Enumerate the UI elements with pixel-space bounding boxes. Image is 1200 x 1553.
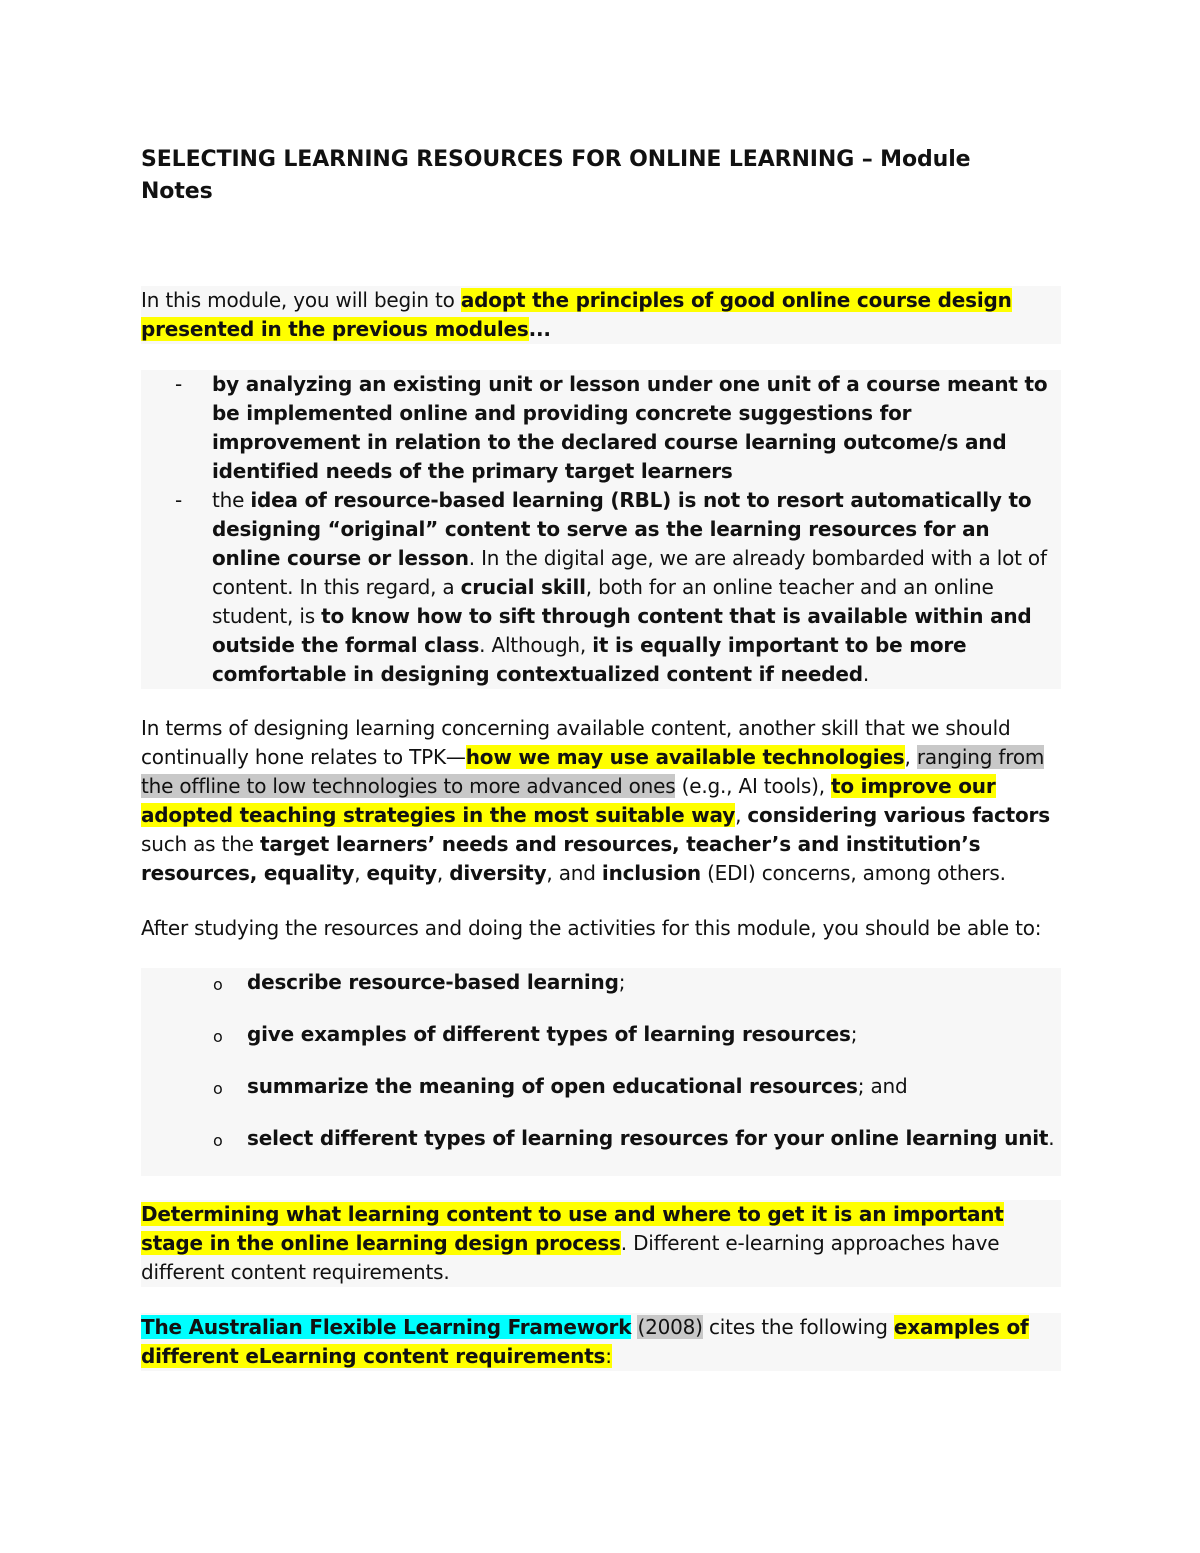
- bullet-bold-text: crucial skill: [460, 575, 586, 599]
- tpk-text: ,: [904, 745, 917, 769]
- tpk-text: such as the: [141, 832, 260, 856]
- objective-item: [141, 1124, 1061, 1176]
- tpk-text: In terms of designing learning concerning available content, another skill that we should continually hone relates to TPK—: [141, 716, 1011, 769]
- bullet-dash: -: [175, 488, 183, 512]
- tpk-bold-text: inclusion: [601, 861, 701, 885]
- intro-ellipsis: ...: [528, 317, 551, 341]
- intro-paragraph: [141, 286, 1061, 344]
- intro-highlight: adopt the principles of good online course design presented in the previous modules: [141, 288, 1012, 341]
- objective-text: ; and: [857, 1074, 908, 1098]
- bullet-bold-text: it is equally important to be more comfortable in designing contextualized content if needed: [212, 633, 967, 686]
- objective-bold-text: summarize the meaning of open educational resources: [247, 1074, 858, 1098]
- bullet-bold-text: idea of resource-based learning (RBL) is not to resort automatically to designing “original” content to serve as the learning resources for an online course or lesson: [212, 488, 1032, 570]
- page-title: SELECTING LEARNING RESOURCES FOR ONLINE LEARNING – Module Notes: [141, 147, 971, 204]
- intro-text: In this module, you will begin to: [141, 288, 461, 312]
- tpk-text: (EDI) concerns, among others.: [700, 861, 1006, 885]
- aflf-highlight: examples of different eLearning content requirements: [141, 1315, 1029, 1368]
- tpk-highlight: to improve our adopted teaching strategies in the most suitable way: [141, 774, 996, 827]
- objective-item: [141, 1072, 1061, 1124]
- objectives-list: [141, 968, 1061, 1176]
- tpk-bold-text: target learners’ needs and resources, teacher’s and institution’s resources, equality: [141, 832, 981, 885]
- tpk-text: , and: [546, 861, 602, 885]
- bullet-bold-text: to know how to sift through content that is available within and outside the formal class: [212, 604, 1032, 657]
- tpk-text: (e.g., AI tools),: [675, 774, 832, 798]
- tpk-bold-text: considering various factors: [747, 803, 1050, 827]
- objective-bold-text: describe resource-based learning: [247, 970, 619, 994]
- objective-text: ;: [850, 1022, 858, 1046]
- objective-item: [141, 1020, 1061, 1072]
- objective-text: ;: [618, 970, 626, 994]
- objective-item: [141, 968, 1061, 1020]
- objective-bullet-marker: o: [213, 1079, 223, 1098]
- tpk-gray-highlight: ranging from the offline to low technologies to more advanced ones: [141, 745, 1045, 798]
- aflf-colon: :: [605, 1344, 612, 1368]
- aflf-cyan-highlight: The Australian Flexible Learning Framework: [141, 1315, 632, 1339]
- objective-bullet-marker: o: [213, 975, 223, 994]
- objective-bullet-marker: o: [213, 1027, 223, 1046]
- tpk-bold-text: diversity: [449, 861, 547, 885]
- objective-bullet-marker: o: [213, 1131, 223, 1150]
- content-stage-highlight: Determining what learning content to use and where to get it is an important stage in the online learning design process: [141, 1202, 1004, 1255]
- bullet-text: . Although,: [479, 633, 593, 657]
- tpk-text: ,: [354, 861, 367, 885]
- tpk-highlight: how we may use available technologies: [465, 745, 905, 769]
- bullet-text: .: [862, 662, 870, 686]
- aflf-year-highlight: (2008): [637, 1315, 703, 1339]
- tpk-paragraph: [141, 714, 1061, 888]
- content-stage-text: . Different e-learning approaches have different content requirements.: [141, 1231, 1000, 1284]
- tpk-text: ,: [436, 861, 450, 885]
- module-bullet-list: [141, 370, 1061, 689]
- tpk-bold-text: equity: [366, 861, 437, 885]
- bullet-item-rbl: [141, 486, 1061, 689]
- bullet-text: , both for an online teacher and an online student, is: [212, 575, 994, 628]
- bullet-text: by analyzing an existing unit or lesson under one unit of a course meant to be implemented online and providing concrete suggestions for improvement in relation to the declared course learning outcome/s and identified needs of the primary target learners: [212, 372, 1048, 483]
- content-stage-paragraph: [141, 1200, 1061, 1287]
- tpk-text: ,: [735, 803, 748, 827]
- aflf-paragraph: [141, 1313, 1061, 1371]
- bullet-item-analyzing: [141, 370, 1061, 486]
- objective-bold-text: select different types of learning resources for your online learning unit: [247, 1126, 1049, 1150]
- aflf-text: cites the following: [702, 1315, 894, 1339]
- objective-text: .: [1048, 1126, 1055, 1150]
- bullet-text: the: [212, 488, 251, 512]
- objective-bold-text: give examples of different types of learning resources: [247, 1022, 851, 1046]
- objectives-intro: After studying the resources and doing the activities for this module, you should be able to:: [141, 916, 1042, 940]
- bullet-text: . In the digital age, we are already bombarded with a lot of content. In this regard, a: [212, 546, 1047, 599]
- bullet-dash: -: [175, 372, 183, 396]
